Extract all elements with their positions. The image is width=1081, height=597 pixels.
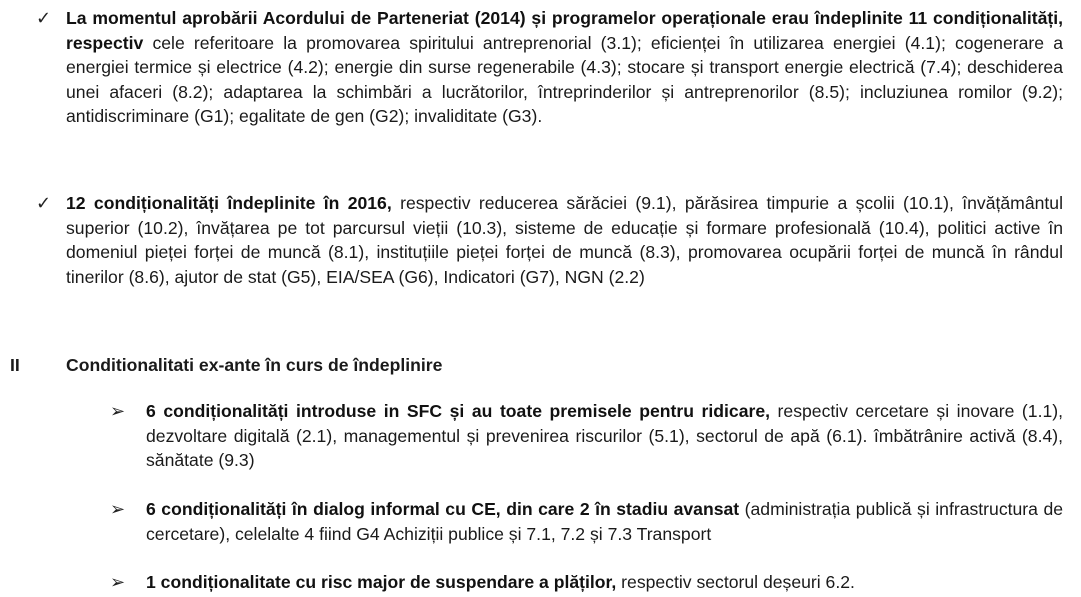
checkmark-icon: ✓ xyxy=(36,193,52,213)
arrow-bullet-icon: ➢ xyxy=(110,401,126,421)
arrow-item-bold: 1 condiționalitate cu risc major de suspendare a plăților, xyxy=(146,572,617,592)
section-number: II xyxy=(10,355,20,375)
arrow-item xyxy=(146,497,1063,546)
arrow-item-text: respectiv sectorul deșeuri 6.2. xyxy=(616,572,855,592)
arrow-bullet-icon: ➢ xyxy=(110,499,126,519)
arrow-item-text: respectiv cercetare și inovare (1.1), dezvoltare digitală (2.1), managementul și prevenirea riscurilor (5.1), sectorul de apă (6.1). îmbătrânire activă (8.4), sănătate (9.3) xyxy=(146,401,1063,470)
checklist-item-text: respectiv reducerea sărăciei (9.1), părăsirea timpurie a școlii (10.1), învățământul superior (10.2), învățarea pe tot parcursul vieții (10.3), sisteme de educație și formare profesională (10.4), politici active în domeniul pieței forței de muncă (8.1), instituțiile pieței forței de muncă (8.3), promovarea ocupării forței de muncă în rândul tinerilor (8.6), ajutor de stat (G5), EIA/SEA (G6), Indicatori (G7), NGN (2.2) xyxy=(66,193,1063,287)
arrow-item-bold: 6 condiționalități introduse in SFC și au toate premisele pentru ridicare, xyxy=(146,401,770,421)
arrow-item-bold: 6 condiționalități în dialog informal cu CE, din care 2 în stadiu avansat xyxy=(146,499,740,519)
checklist-item xyxy=(66,6,1063,129)
checklist-item-text: cele referitoare la promovarea spiritului antreprenorial (3.1); eficienței în utilizarea energiei (4.1); cogenerare a energiei termice și electrice (4.2); energie din surse regenerabile (4.3); stocare și transport energie electrică (7.4); deschiderea unei afaceri (8.2); adaptarea la schimbări a lucrătorilor, întreprinderilor și antreprenorilor (8.5); incluziunea romilor (9.2); antidiscriminare (G1); egalitate de gen (G2); invaliditate (G3). xyxy=(66,32,1063,126)
arrow-item xyxy=(146,570,1063,595)
section-title: Conditionalitati ex-ante în curs de îndeplinire xyxy=(66,355,443,375)
arrow-item-text: (administrația publică și infrastructura de cercetare), celelalte 4 fiind G4 Achiziții publice și 7.1, 7.2 și 7.3 Transport xyxy=(146,499,1064,544)
checklist-item-bold: La momentul aprobării Acordului de Parteneriat (2014) și programelor operaționale erau îndeplinite 11 condiționalități, respectiv xyxy=(66,8,1063,53)
checkmark-icon: ✓ xyxy=(36,8,52,28)
arrow-item xyxy=(146,399,1063,473)
checklist-item-bold: 12 condiționalități îndeplinite în 2016, xyxy=(66,193,392,213)
checklist-item xyxy=(66,191,1063,289)
arrow-bullet-icon: ➢ xyxy=(110,572,126,592)
